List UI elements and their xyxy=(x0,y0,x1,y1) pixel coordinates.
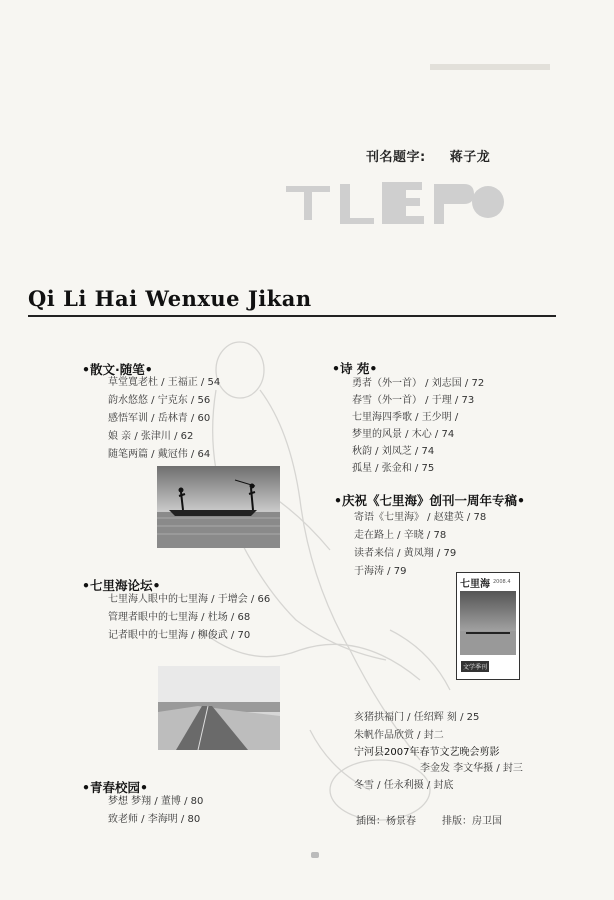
toc-entry[interactable]: 韵水悠悠 / 宁克东 / 56 xyxy=(108,395,211,406)
section-forum-title: •七里海论坛• xyxy=(82,578,161,593)
toc-entry[interactable]: 管理者眼中的七里海 / 杜场 / 68 xyxy=(108,612,251,623)
toc-entry[interactable]: 寄语《七里海》 / 赵建英 / 78 xyxy=(354,512,487,523)
calligraphy-watermark xyxy=(278,176,518,224)
section-prose-title: •散文·随笔• xyxy=(82,362,153,377)
title-rule xyxy=(28,315,556,317)
toc-entry[interactable]: 梦想 梦翔 / 董博 / 80 xyxy=(108,796,204,807)
extra-entry[interactable]: 亥猪拱福门 / 任绍辉 刻 / 25 xyxy=(354,712,480,723)
toc-entry[interactable]: 感悟军训 / 岳林青 / 60 xyxy=(108,413,211,424)
photo-embankment-road xyxy=(158,666,280,750)
toc-entry[interactable]: 七里海四季歌 / 王少明 / xyxy=(352,412,459,423)
scan-mark xyxy=(430,64,550,70)
toc-entry[interactable]: 秋韵 / 刘凤芝 / 74 xyxy=(352,446,435,457)
extra-entry[interactable]: 冬雪 / 任永利摄 / 封底 xyxy=(354,780,454,791)
toc-entry[interactable]: 梦里的风景 / 木心 / 74 xyxy=(352,429,455,440)
extra-entry[interactable]: 朱帆作品欣赏 / 封二 xyxy=(354,730,444,741)
toc-entry[interactable]: 七里海人眼中的七里海 / 于增会 / 66 xyxy=(108,594,271,605)
section-poetry-title: •诗 苑• xyxy=(332,361,378,376)
magazine-title: Qi Li Hai Wenxue Jikan xyxy=(28,286,312,311)
toc-entry[interactable]: 勇者（外一首） / 刘志国 / 72 xyxy=(352,378,485,389)
extra-entry[interactable]: 宁河县2007年春节文艺晚会剪影 xyxy=(354,747,500,758)
inscription-label: 刊名题字: xyxy=(366,150,426,165)
extra-entry[interactable]: 李金发 李文华摄 / 封三 xyxy=(420,763,523,774)
photo-fishermen xyxy=(157,466,280,548)
cover-spine: 文学季刊 xyxy=(461,661,489,672)
toc-entry[interactable]: 春雪（外一首） / 于理 / 73 xyxy=(352,395,475,406)
toc-entry[interactable]: 孤星 / 张金和 / 75 xyxy=(352,463,435,474)
cover-title: 七里海 xyxy=(460,579,490,590)
toc-entry[interactable]: 走在路上 / 辛晓 / 78 xyxy=(354,530,447,541)
toc-entry[interactable]: 于海涛 / 79 xyxy=(354,566,407,577)
title-inscription xyxy=(366,146,490,165)
illustration-credit: 插图：杨景春 xyxy=(356,816,416,827)
section-campus-title: •青春校园• xyxy=(82,780,148,795)
magazine-cover-thumbnail xyxy=(456,572,520,680)
toc-entry[interactable]: 草堂寬老杜 / 王福正 / 54 xyxy=(108,377,221,388)
toc-entry[interactable]: 读者来信 / 黄凤翔 / 79 xyxy=(354,548,457,559)
page-mark xyxy=(311,852,319,858)
toc-entry[interactable]: 致老师 / 李海明 / 80 xyxy=(108,814,201,825)
toc-entry[interactable]: 娘 亲 / 张津川 / 62 xyxy=(108,431,194,442)
layout-credit: 排版：房卫国 xyxy=(442,816,502,827)
toc-entry[interactable]: 记者眼中的七里海 / 柳俊武 / 70 xyxy=(108,630,251,641)
toc-entry[interactable]: 随笔两篇 / 戴冠伟 / 64 xyxy=(108,449,211,460)
cover-photo xyxy=(460,591,516,655)
section-anniversary-title: •庆祝《七里海》创刊一周年专稿• xyxy=(334,493,525,508)
cover-issue: 2008.4 xyxy=(493,579,511,585)
inscription-name: 蒋子龙 xyxy=(449,150,491,165)
